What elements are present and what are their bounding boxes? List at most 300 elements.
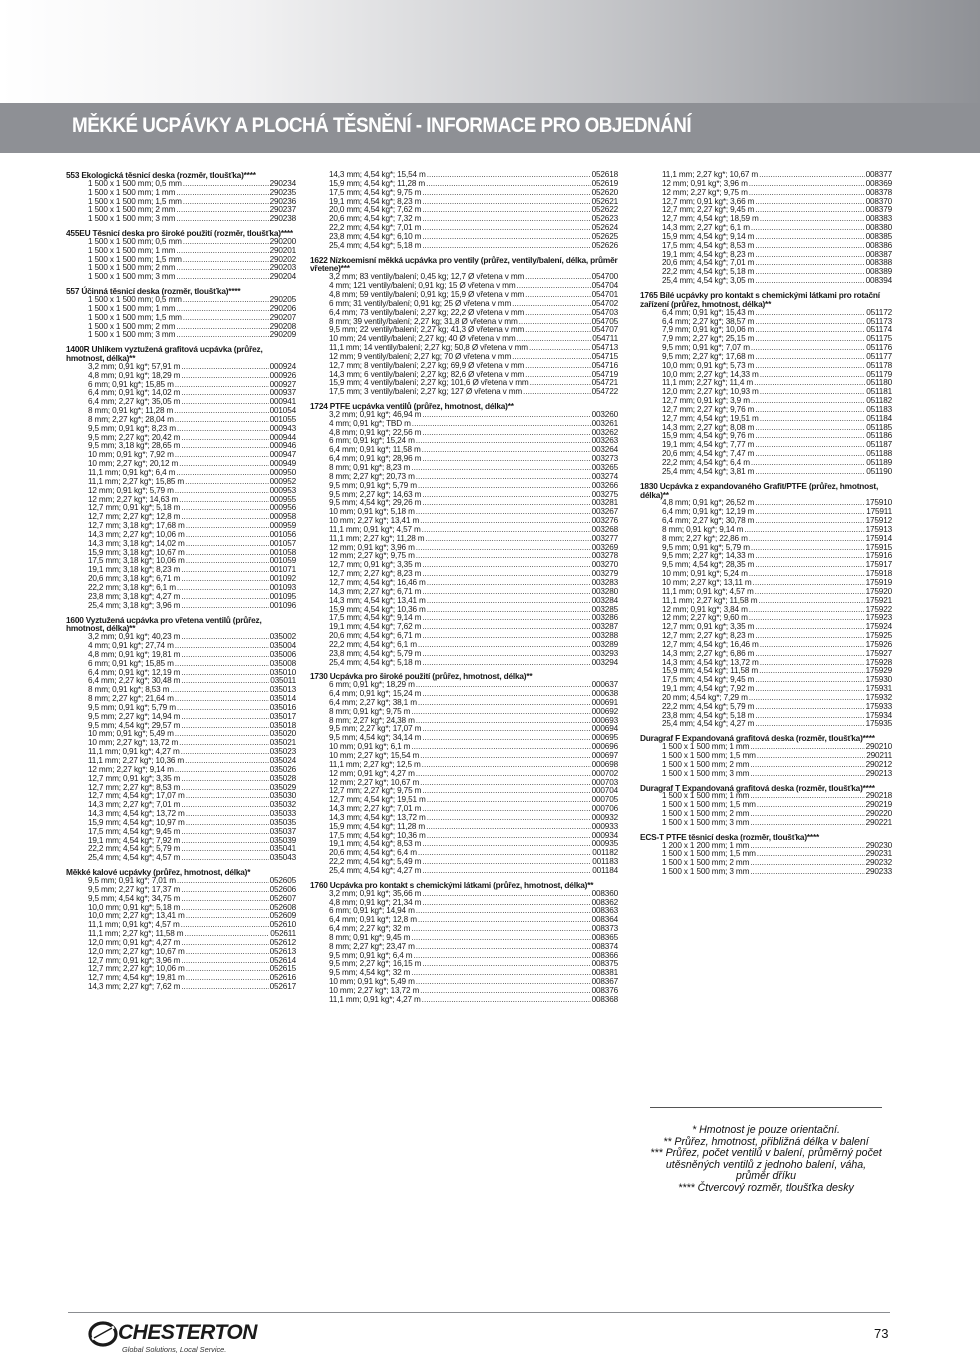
item-code: 175913 <box>865 525 892 534</box>
item-code: 035004 <box>269 642 296 651</box>
dot-leader <box>181 372 268 381</box>
item-description: 3,2 mm; 0,91 kg*; 57,91 m <box>88 362 181 371</box>
dot-leader <box>755 703 864 712</box>
dot-leader <box>427 832 591 841</box>
section-heading: 1724 PTFE ucpávka ventilů (průřez, hmotnost, délka)** <box>310 401 514 412</box>
section-heading: Duragraf F Expandovaná grafitová deska (rozměr, tloušťka)**** <box>640 733 875 744</box>
item-description: 8 mm; 0,91 kg*; 8,53 m <box>88 686 170 695</box>
dot-leader <box>183 314 269 323</box>
order-row <box>66 792 296 801</box>
dot-leader <box>181 513 268 522</box>
order-row <box>310 823 618 832</box>
item-code: 001096 <box>269 601 296 610</box>
item-description: 19,1 mm; 3,18 kg*; 8,23 m <box>88 566 181 575</box>
order-row <box>310 326 618 335</box>
item-description: 22,2 mm; 3,18 kg*; 6,1 m <box>88 583 176 592</box>
item-description: 4,8 mm; 59 ventily/balení; 0,91 kg; 15,9 Ø vřetena v mm <box>329 290 525 299</box>
order-row <box>640 544 892 553</box>
item-code: 003274 <box>591 472 618 481</box>
order-row <box>640 743 892 752</box>
dot-leader <box>176 247 268 256</box>
item-code: 000705 <box>591 796 618 805</box>
item-description: 11,1 mm; 2,27 kg*; 11,4 m <box>662 379 754 388</box>
item-description: 14,3 mm; 4,54 kg*; 15,54 m <box>329 171 426 179</box>
dot-leader <box>525 273 590 282</box>
item-code: 175911 <box>866 508 892 517</box>
logo-wordmark: CHESTERTON <box>118 1321 257 1344</box>
dot-leader <box>181 602 268 611</box>
item-code: 008376 <box>591 986 618 995</box>
order-row <box>66 478 296 487</box>
order-row <box>310 606 618 615</box>
item-description: 6 mm; 0,91 kg*; 14,94 m <box>329 907 415 916</box>
order-row <box>310 464 618 473</box>
product-section <box>640 833 892 877</box>
item-description: 14,3 mm; 2,27 kg*; 7,01 m <box>88 801 181 810</box>
order-row <box>310 770 618 779</box>
dot-leader <box>751 397 865 406</box>
item-description: 22,2 mm; 4,54 kg*; 5,18 m <box>662 268 755 277</box>
dot-leader <box>755 353 865 362</box>
item-description: 10 mm; 2,27 kg*; 15,54 m <box>329 752 420 760</box>
item-description: 1 500 x 1 500 mm; 3 mm <box>88 331 176 340</box>
item-code: 290237 <box>269 206 296 215</box>
dot-leader <box>422 499 590 508</box>
item-code: 035023 <box>269 748 296 757</box>
item-description: 1 500 x 1 500 mm; 2 mm <box>88 322 176 331</box>
order-row <box>66 442 296 451</box>
item-code: 290213 <box>865 769 892 778</box>
item-code: 000638 <box>591 690 618 699</box>
order-row <box>640 517 892 526</box>
dot-leader <box>422 411 590 420</box>
dot-leader <box>186 792 269 801</box>
order-row <box>640 535 892 544</box>
item-code: 000703 <box>591 778 618 787</box>
order-row <box>310 353 618 362</box>
dot-leader <box>422 570 590 579</box>
item-description: 19,1 mm; 4,54 kg*; 8,53 m <box>329 840 422 849</box>
item-description: 17,5 mm; 4,54 kg*; 9,45 m <box>662 676 755 685</box>
dot-leader <box>176 273 268 282</box>
item-description: 12,7 mm; 2,27 kg*; 9,45 m <box>662 206 755 215</box>
item-description: 12,7 mm; 0,91 kg*; 3,35 m <box>662 623 755 632</box>
product-section <box>66 229 296 282</box>
item-description: 9,5 mm; 2,27 kg*; 14,33 m <box>662 552 755 561</box>
dot-leader <box>525 362 590 371</box>
dot-leader <box>174 407 268 416</box>
dot-leader <box>422 996 591 1005</box>
item-code: 175914 <box>865 534 892 543</box>
item-description: 15,9 mm; 4 ventily/balení; 2,27 kg; 101,6 Ø vřetena v mm <box>329 379 529 388</box>
item-description: 6,4 mm; 0,91 kg*; 12,19 m <box>88 668 181 677</box>
order-row <box>640 335 892 344</box>
item-description: 11,1 mm; 2,27 kg*; 10,36 m <box>88 757 185 765</box>
dot-leader <box>181 593 268 602</box>
order-row <box>66 766 296 775</box>
item-description: 1 500 x 1 500 mm; 2 mm <box>88 206 176 215</box>
order-row <box>310 978 618 987</box>
dot-leader <box>751 224 865 233</box>
order-row <box>310 526 618 535</box>
item-code: 008394 <box>865 277 892 286</box>
item-code: 175933 <box>865 702 892 711</box>
dot-leader <box>749 535 865 544</box>
dot-leader <box>750 842 864 851</box>
dot-leader <box>750 770 864 779</box>
item-description: 1 500 x 1 500 mm; 1,5 mm <box>88 313 182 322</box>
order-row <box>310 242 618 251</box>
item-description: 19,1 mm; 4,54 kg*; 7,92 m <box>88 836 181 845</box>
item-description: 9,5 mm; 2,27 kg*; 14,94 m <box>88 712 181 721</box>
dot-leader <box>416 681 591 690</box>
order-row <box>66 469 296 478</box>
item-code: 000934 <box>591 831 618 840</box>
item-description: 25,4 mm; 4,54 kg*; 5,18 m <box>329 658 422 667</box>
item-code: 000937 <box>269 389 296 398</box>
item-description: 19,1 mm; 4,54 kg*; 7,62 m <box>329 623 422 632</box>
item-code: 000637 <box>591 681 618 690</box>
product-section <box>640 482 892 730</box>
order-row <box>310 570 618 579</box>
dot-leader <box>750 761 864 770</box>
item-description: 12 mm; 9 ventily/balení; 2,27 kg; 70 Ø vřetena v mm <box>329 352 512 361</box>
dot-leader <box>755 632 864 641</box>
item-description: 1 500 x 1 500 mm; 0,5 mm <box>88 237 182 246</box>
order-row <box>310 934 618 943</box>
order-row <box>640 180 892 189</box>
item-code: 035008 <box>269 659 296 668</box>
item-description: 3,2 mm; 0,91 kg*; 40,23 m <box>88 633 181 642</box>
item-code: 175916 <box>865 552 892 561</box>
order-row <box>640 842 892 851</box>
order-row <box>310 858 618 867</box>
item-code: 035026 <box>269 765 296 774</box>
dot-leader <box>416 437 591 446</box>
dot-leader <box>422 890 590 899</box>
item-code: 035039 <box>269 836 296 845</box>
product-section <box>66 287 296 340</box>
item-description: 9,5 mm; 0,91 kg*; 6,4 m <box>329 951 413 960</box>
item-code: 290236 <box>269 197 296 206</box>
dot-leader <box>181 801 268 810</box>
dot-leader <box>751 459 865 468</box>
order-row <box>66 957 296 966</box>
section-heading: 1765 Bílé ucpávky pro kontakt s chemickými látkami pro rotační zařízení (průřez, hmotnost, délka)** <box>640 289 880 309</box>
order-row <box>640 752 892 761</box>
dot-leader <box>422 526 591 535</box>
dot-leader <box>422 206 590 215</box>
item-code: 290203 <box>269 264 296 273</box>
dot-leader <box>422 787 590 796</box>
order-row <box>310 779 618 788</box>
dot-leader <box>418 641 591 650</box>
item-code: 003270 <box>591 561 618 570</box>
dot-leader <box>422 215 590 224</box>
dot-leader <box>512 353 590 362</box>
dot-leader <box>186 912 269 921</box>
item-code: 290221 <box>865 818 892 827</box>
dot-leader <box>176 206 268 215</box>
order-row <box>640 326 892 335</box>
item-code: 052623 <box>591 215 618 224</box>
dot-leader <box>181 566 268 575</box>
item-description: 15,9 mm; 4,54 kg*; 11,28 m <box>329 179 426 188</box>
item-code: 054707 <box>591 326 618 335</box>
dot-leader <box>176 189 268 198</box>
dot-leader <box>755 676 864 685</box>
dot-leader <box>754 379 865 388</box>
order-row <box>640 801 892 810</box>
item-code: 000956 <box>269 504 296 513</box>
dot-leader <box>760 388 866 397</box>
item-code: 003283 <box>591 578 618 587</box>
order-row <box>66 810 296 819</box>
order-row <box>66 363 296 372</box>
order-row <box>310 650 618 659</box>
item-code: 054716 <box>591 361 618 370</box>
item-description: 8 mm; 0,91 kg*; 9,45 m <box>329 933 411 942</box>
order-row <box>640 570 892 579</box>
order-row <box>310 344 618 353</box>
order-row <box>640 233 892 242</box>
item-code: 000696 <box>591 743 618 752</box>
order-row <box>66 602 296 611</box>
item-description: 1 500 x 1 500 mm; 0,5 mm <box>88 295 182 304</box>
item-description: 22,2 mm; 4,54 kg*; 6,4 m <box>662 459 750 467</box>
item-description: 12 mm; 2,27 kg*; 14,63 m <box>88 495 179 504</box>
item-code: 003265 <box>591 464 618 472</box>
item-code: 008363 <box>591 907 618 916</box>
item-code: 052610 <box>269 921 296 930</box>
item-code: 000698 <box>591 760 618 769</box>
item-description: 12 mm; 2,27 kg*; 9,60 m <box>662 614 748 623</box>
dot-leader <box>755 468 865 477</box>
order-row <box>66 939 296 948</box>
item-description: 11,1 mm; 0,91 kg*; 4,57 m <box>329 525 421 534</box>
item-description: 12,7 mm; 3,18 kg*; 17,68 m <box>88 522 185 531</box>
column-left <box>66 171 296 992</box>
order-row <box>66 948 296 957</box>
item-description: 12,7 mm; 0,91 kg*; 3,35 m <box>329 561 422 570</box>
dot-leader <box>175 451 269 460</box>
item-code: 175920 <box>865 587 892 596</box>
item-description: 19,1 mm; 4,54 kg*; 7,77 m <box>662 441 755 450</box>
item-code: 052624 <box>591 224 618 233</box>
item-code: 290238 <box>269 215 296 224</box>
dot-leader <box>170 686 268 695</box>
order-row <box>640 415 892 424</box>
item-code: 035033 <box>269 810 296 819</box>
order-row <box>640 703 892 712</box>
item-description: 10 mm; 2,27 kg*; 13,41 m <box>329 517 420 526</box>
order-row <box>66 904 296 913</box>
item-description: 19,1 mm; 4,54 kg*; 7,92 m <box>662 685 755 694</box>
order-row <box>66 722 296 731</box>
item-code: 000949 <box>269 460 296 469</box>
section-heading: 1400R Uhlíkem vyztužená grafitová ucpávka (průřez, hmotnost, délka)** <box>66 344 263 364</box>
dot-leader <box>517 335 592 344</box>
dot-leader <box>750 743 864 752</box>
item-code: 008362 <box>591 898 618 907</box>
dot-leader <box>755 242 864 251</box>
order-row <box>66 775 296 784</box>
dot-leader <box>186 965 269 974</box>
dot-leader <box>760 371 866 380</box>
item-code: 052614 <box>269 956 296 965</box>
order-row <box>66 704 296 713</box>
logo-swoosh-icon <box>88 1320 118 1348</box>
order-row <box>66 180 296 189</box>
item-code: 175915 <box>865 543 892 552</box>
order-row <box>310 561 618 570</box>
dot-leader <box>181 957 268 966</box>
order-row <box>66 965 296 974</box>
item-code: 290232 <box>865 859 892 868</box>
item-code: 003276 <box>591 517 618 526</box>
item-description: 1 500 x 1 500 mm; 1,5 mm <box>88 255 182 264</box>
order-row <box>310 552 618 561</box>
footnote: *** Průřez, počet ventilů v balení, průměrný počet utěsněných ventilů z jednoho balení, váha, průměr dříku <box>650 1147 882 1183</box>
order-row <box>310 491 618 500</box>
item-code: 008365 <box>591 933 618 942</box>
order-row <box>66 669 296 678</box>
item-description: 14,3 mm; 4,54 kg*; 13,72 m <box>88 810 185 819</box>
order-row <box>640 552 892 561</box>
item-description: 9,5 mm; 4,54 kg*; 34,14 m <box>329 734 422 743</box>
dot-leader <box>422 650 590 659</box>
order-row <box>66 748 296 757</box>
item-description: 8 mm; 2,27 kg*; 20,73 m <box>329 472 415 481</box>
order-row <box>66 434 296 443</box>
item-description: 9,5 mm; 2,27 kg*; 17,07 m <box>329 725 422 734</box>
order-row <box>310 588 618 597</box>
order-row <box>66 305 296 314</box>
item-code: 008377 <box>865 171 892 179</box>
dot-leader <box>175 381 269 390</box>
dot-leader <box>755 309 865 318</box>
dot-leader <box>181 363 268 372</box>
item-description: 12,7 mm; 2,27 kg*; 10,06 m <box>88 965 185 974</box>
item-code: 052617 <box>269 983 296 992</box>
order-row <box>640 424 892 433</box>
item-description: 14,3 mm; 2,27 kg*; 6,86 m <box>662 649 755 658</box>
item-description: 11,1 mm; 2,27 kg*; 11,28 m <box>329 534 425 543</box>
item-description: 1 500 x 1 500 mm; 1 mm <box>88 188 176 197</box>
order-row <box>310 659 618 668</box>
order-row <box>66 757 296 766</box>
product-section <box>640 291 892 477</box>
item-code: 035028 <box>269 774 296 783</box>
item-code: 175925 <box>865 632 892 641</box>
order-row <box>310 282 618 291</box>
dot-leader <box>755 508 865 517</box>
order-row <box>640 251 892 260</box>
item-description: 12 mm; 2,27 kg*; 9,75 m <box>662 188 748 197</box>
item-code: 000926 <box>269 371 296 380</box>
order-row <box>310 690 618 699</box>
item-description: 25,4 mm; 4,54 kg*; 4,27 m <box>662 720 755 729</box>
order-row <box>310 699 618 708</box>
dot-leader <box>176 331 268 340</box>
dot-leader <box>422 858 591 867</box>
order-row <box>66 189 296 198</box>
logo-tagline: Global Solutions, Local Service. <box>122 1345 227 1354</box>
item-code: 003277 <box>591 534 618 543</box>
dot-leader <box>420 987 590 996</box>
dot-leader <box>427 796 591 805</box>
order-row <box>310 309 618 318</box>
item-code: 003287 <box>591 623 618 632</box>
dot-leader <box>186 531 269 540</box>
order-row <box>310 832 618 841</box>
item-description: 25,4 mm; 4,54 kg*; 4,57 m <box>88 854 181 863</box>
item-description: 25,4 mm; 4,54 kg*; 3,05 m <box>662 277 755 286</box>
item-code: 051186 <box>866 432 892 441</box>
order-row <box>66 425 296 434</box>
order-row <box>640 579 892 588</box>
dot-leader <box>183 180 269 189</box>
order-row <box>66 416 296 425</box>
order-row <box>66 713 296 722</box>
item-description: 12,7 mm; 0,91 kg*; 3,35 m <box>88 774 181 783</box>
item-description: 1 500 x 1 500 mm; 2 mm <box>662 859 750 868</box>
item-code: 035016 <box>269 703 296 712</box>
dot-leader <box>427 579 591 588</box>
dot-leader <box>181 669 268 678</box>
item-code: 001093 <box>269 583 296 592</box>
order-row <box>640 685 892 694</box>
chesterton-logo <box>88 1318 278 1355</box>
item-code: 003275 <box>591 490 618 499</box>
item-code: 052625 <box>591 232 618 241</box>
item-description: 6,4 mm; 2,27 kg*; 35,05 m <box>88 398 181 407</box>
item-code: 001092 <box>269 575 296 584</box>
dot-leader <box>177 704 269 713</box>
item-description: 20,6 mm; 4,54 kg*; 7,01 m <box>662 259 755 268</box>
item-code: 000704 <box>591 787 618 796</box>
item-description: 8 mm; 2,27 kg*; 23,47 m <box>329 942 415 951</box>
item-code: 008368 <box>591 995 618 1004</box>
item-description: 8 mm; 39 ventily/balení; 2,27 kg; 31,8 Ø vřetena v mm <box>329 317 518 326</box>
dot-leader <box>755 685 864 694</box>
dot-leader <box>755 588 865 597</box>
item-description: 9,5 mm; 2,27 kg*; 14,63 m <box>329 490 422 499</box>
order-row <box>640 850 892 859</box>
item-code: 008385 <box>865 232 892 241</box>
item-description: 1 500 x 1 500 mm; 2 mm <box>662 760 750 769</box>
dot-leader <box>755 406 865 415</box>
item-description: 11,1 mm; 0,91 kg*; 4,27 m <box>88 748 180 757</box>
item-code: 003267 <box>591 508 618 517</box>
item-description: 12 mm; 0,91 kg*; 3,96 m <box>662 179 748 188</box>
order-row <box>640 268 892 277</box>
dot-leader <box>750 810 864 819</box>
order-row <box>310 632 618 641</box>
item-code: 290205 <box>269 295 296 304</box>
dot-leader <box>186 557 269 566</box>
item-code: 001095 <box>269 592 296 601</box>
order-row <box>310 198 618 207</box>
item-description: 1 500 x 1 500 mm; 3 mm <box>662 868 750 877</box>
item-description: 9,5 mm; 4,54 kg*; 29,26 m <box>329 499 422 508</box>
item-description: 17,5 mm; 4,54 kg*; 9,75 m <box>329 188 422 197</box>
page-number: 73 <box>874 1326 889 1341</box>
order-row <box>310 734 618 743</box>
item-description: 9,5 mm; 2,27 kg*; 16,15 m <box>329 960 422 969</box>
item-code: 054715 <box>591 352 618 361</box>
order-row <box>310 508 618 517</box>
